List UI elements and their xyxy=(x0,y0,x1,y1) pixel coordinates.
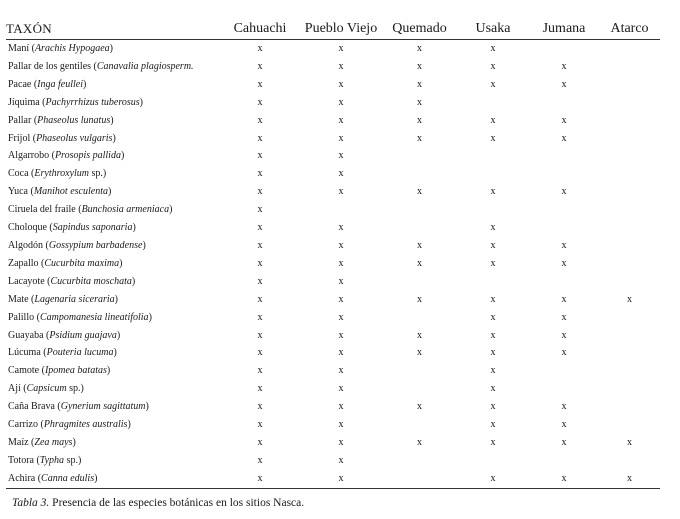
presence-cell: x xyxy=(490,383,496,395)
table-row xyxy=(6,380,660,398)
presence-cell: x xyxy=(257,150,263,162)
common-name: Camote ( xyxy=(8,365,45,377)
presence-cell: x xyxy=(561,401,567,413)
presence-cell: x xyxy=(257,401,263,413)
presence-cell xyxy=(599,112,660,130)
presence-cell: x xyxy=(338,401,344,413)
presence-cell xyxy=(599,183,660,201)
common-name: Carrizo ( xyxy=(8,419,44,431)
presence-cell: x xyxy=(561,186,567,198)
presence-cell: x xyxy=(338,222,344,234)
scientific-name: Phaseolus vulgaris xyxy=(36,132,113,144)
presence-cell: x xyxy=(627,472,632,484)
presence-cell xyxy=(599,201,660,219)
presence-cell xyxy=(382,309,457,327)
scientific-name: Zea mays xyxy=(34,436,73,448)
presence-cell: x xyxy=(561,78,567,90)
scientific-name: Phragmites australis xyxy=(43,419,128,431)
presence-cell: x xyxy=(257,419,263,431)
presence-cell: x xyxy=(490,239,496,251)
presence-cell: x xyxy=(257,132,263,144)
header-site-usaka: Usaka xyxy=(457,20,529,40)
common-name: Mate ( xyxy=(8,293,35,305)
presence-cell xyxy=(599,58,660,76)
scientific-name: Inga feullei xyxy=(37,78,83,90)
presence-cell: x xyxy=(561,472,567,484)
header-site-atarco: Atarco xyxy=(599,20,660,40)
presence-cell: x xyxy=(490,43,496,54)
presence-cell xyxy=(382,273,457,291)
common-name: Ají ( xyxy=(8,383,27,395)
table-row xyxy=(6,452,660,470)
common-name: Yuca ( xyxy=(8,186,34,198)
presence-cell xyxy=(382,147,457,165)
presence-cell xyxy=(457,94,529,112)
name-suffix: ) xyxy=(139,96,144,108)
presence-cell: x xyxy=(338,329,344,341)
taxon-cell xyxy=(6,165,220,183)
presence-cell: x xyxy=(417,293,422,305)
common-name: Frijol ( xyxy=(8,132,37,144)
taxon-cell xyxy=(6,452,220,470)
name-suffix: sp.) xyxy=(64,454,82,466)
presence-cell xyxy=(457,452,529,470)
presence-cell: x xyxy=(338,454,344,466)
presence-cell: x xyxy=(257,186,263,198)
presence-cell xyxy=(382,165,457,183)
presence-cell: x xyxy=(490,472,496,484)
scientific-name: Pachyrrhizus tuberosus xyxy=(45,96,140,108)
presence-cell: x xyxy=(561,60,567,72)
presence-cell xyxy=(382,416,457,434)
presence-cell: x xyxy=(338,186,344,198)
taxon-cell xyxy=(6,58,220,76)
presence-cell: x xyxy=(338,239,344,251)
presence-cell xyxy=(599,416,660,434)
presence-cell xyxy=(599,309,660,327)
scientific-name: Arachis Hypogaea xyxy=(34,43,110,54)
presence-cell: x xyxy=(490,347,496,359)
table-row xyxy=(6,416,660,434)
table-row xyxy=(6,183,660,201)
presence-cell: x xyxy=(561,311,567,323)
scientific-name: Campomanesia lineatifolia xyxy=(39,311,149,323)
presence-cell: x xyxy=(257,275,263,287)
presence-cell xyxy=(382,470,457,488)
presence-cell: x xyxy=(257,114,263,126)
table-header xyxy=(6,20,660,40)
presence-cell: x xyxy=(338,275,344,287)
presence-cell: x xyxy=(561,257,567,269)
presence-cell: x xyxy=(561,347,567,359)
common-name: Algodón ( xyxy=(8,239,49,251)
name-suffix: sp.) xyxy=(89,168,107,180)
presence-cell: x xyxy=(338,114,344,126)
presence-cell: x xyxy=(490,436,496,448)
presence-cell xyxy=(599,147,660,165)
presence-cell: x xyxy=(338,96,344,108)
taxon-cell xyxy=(6,76,220,94)
taxon-cell xyxy=(6,237,220,255)
taxon-cell xyxy=(6,398,220,416)
name-suffix: ) xyxy=(148,311,152,323)
presence-cell: x xyxy=(490,311,496,323)
name-suffix: ) xyxy=(107,186,112,198)
presence-cell: x xyxy=(257,257,263,269)
presence-cell xyxy=(382,219,457,237)
presence-cell: x xyxy=(257,383,263,395)
presence-cell: x xyxy=(338,168,344,180)
scientific-name: Psidium guajava xyxy=(49,329,117,341)
presence-cell xyxy=(300,201,382,219)
table-row xyxy=(6,130,660,148)
table-row xyxy=(6,165,660,183)
presence-cell: x xyxy=(257,329,263,341)
name-suffix: ) xyxy=(131,275,136,287)
taxon-cell xyxy=(6,291,220,309)
presence-cell: x xyxy=(338,365,344,377)
taxon-cell xyxy=(6,344,220,362)
presence-cell: x xyxy=(338,293,344,305)
table-row xyxy=(6,255,660,273)
table-row xyxy=(6,398,660,416)
presence-cell: x xyxy=(338,43,344,54)
presence-cell xyxy=(529,273,599,291)
presence-cell: x xyxy=(338,419,344,431)
table-body xyxy=(6,40,660,489)
common-name: Totora ( xyxy=(8,454,40,466)
presence-cell: x xyxy=(417,329,422,341)
presence-cell: x xyxy=(561,114,567,126)
taxon-cell xyxy=(6,470,220,488)
common-name: Maní ( xyxy=(8,43,35,54)
presence-cell: x xyxy=(257,222,263,234)
scientific-name: Sapindus saponaria xyxy=(52,222,133,234)
presence-cell xyxy=(529,380,599,398)
scientific-name: Cucurbita maxima xyxy=(44,257,120,269)
presence-cell: x xyxy=(490,60,496,72)
taxon-cell xyxy=(6,380,220,398)
presence-cell xyxy=(599,40,660,58)
common-name: Lacayote ( xyxy=(8,275,51,287)
presence-cell: x xyxy=(257,78,263,90)
scientific-name: Canavalia plagiosperm. xyxy=(96,60,194,72)
common-name: Choloque ( xyxy=(8,222,53,234)
scientific-name: Pouteria lucuma xyxy=(46,347,114,359)
presence-cell xyxy=(457,273,529,291)
header-row xyxy=(6,20,660,40)
presence-cell: x xyxy=(561,329,567,341)
common-name: Pallar ( xyxy=(8,114,38,126)
table-row xyxy=(6,309,660,327)
presence-cell: x xyxy=(338,132,344,144)
scientific-name: Ipomea batatas xyxy=(44,365,107,377)
presence-cell: x xyxy=(257,168,263,180)
common-name: Guayaba ( xyxy=(8,329,50,341)
common-name: Achira ( xyxy=(8,472,42,484)
taxon-cell xyxy=(6,434,220,452)
presence-cell: x xyxy=(257,204,263,216)
taxon-cell xyxy=(6,40,220,58)
header-site-cahuachi: Cahuachi xyxy=(220,20,300,40)
presence-cell: x xyxy=(257,293,263,305)
presence-cell: x xyxy=(257,454,263,466)
presence-cell xyxy=(599,94,660,112)
scientific-name: Prosopis pallida xyxy=(54,150,121,162)
presence-cell: x xyxy=(490,365,496,377)
common-name: Algarrobo ( xyxy=(8,150,55,162)
presence-cell: x xyxy=(417,132,422,144)
presence-cell: x xyxy=(257,96,263,108)
common-name: Coca ( xyxy=(8,168,35,180)
presence-cell: x xyxy=(490,257,496,269)
presence-cell xyxy=(529,452,599,470)
name-suffix: ) xyxy=(110,114,114,126)
presence-cell: x xyxy=(490,419,496,431)
name-suffix: ) xyxy=(72,436,76,448)
presence-cell: x xyxy=(257,436,263,448)
presence-cell xyxy=(382,452,457,470)
taxon-cell xyxy=(6,201,220,219)
presence-cell xyxy=(599,380,660,398)
presence-cell xyxy=(599,327,660,345)
table-row xyxy=(6,291,660,309)
presence-cell: x xyxy=(338,347,344,359)
presence-cell: x xyxy=(257,60,263,72)
scientific-name: Canna edulis xyxy=(41,472,95,484)
table-row xyxy=(6,201,660,219)
presence-cell: x xyxy=(561,293,567,305)
common-name: Zapallo ( xyxy=(8,257,45,269)
name-suffix: ) xyxy=(127,419,131,431)
presence-cell: x xyxy=(417,43,422,54)
scientific-name: Phaseolus lunatus xyxy=(37,114,111,126)
presence-cell: x xyxy=(257,365,263,377)
presence-cell: x xyxy=(338,78,344,90)
scientific-name: Gossypium barbadense xyxy=(48,239,143,251)
common-name: Pallar de los gentiles ( xyxy=(8,60,97,72)
taxon-cell xyxy=(6,362,220,380)
presence-cell: x xyxy=(338,383,344,395)
presence-cell xyxy=(457,201,529,219)
presence-cell: x xyxy=(490,401,496,413)
presence-cell: x xyxy=(490,186,496,198)
presence-cell xyxy=(599,344,660,362)
presence-cell xyxy=(529,362,599,380)
table-row xyxy=(6,434,660,452)
presence-cell xyxy=(529,94,599,112)
name-suffix: ) xyxy=(132,222,136,234)
common-name: Palillo ( xyxy=(8,311,40,323)
presence-cell: x xyxy=(257,43,263,54)
presence-cell: x xyxy=(561,132,567,144)
presence-cell xyxy=(457,147,529,165)
presence-cell: x xyxy=(338,150,344,162)
table-row xyxy=(6,94,660,112)
presence-cell xyxy=(457,165,529,183)
name-suffix: ) xyxy=(114,293,119,305)
presence-cell xyxy=(599,273,660,291)
common-name: Maíz ( xyxy=(8,436,35,448)
table-row xyxy=(6,40,660,58)
presence-cell xyxy=(599,362,660,380)
table-row xyxy=(6,76,660,94)
scientific-name: Lagenaria siceraria xyxy=(34,293,115,305)
table-row xyxy=(6,327,660,345)
presence-cell xyxy=(599,219,660,237)
presence-cell: x xyxy=(257,347,263,359)
table-caption xyxy=(12,497,304,509)
name-suffix: ) xyxy=(142,239,146,251)
name-suffix: ) xyxy=(113,347,117,359)
common-name: Caña Brava ( xyxy=(8,401,61,413)
presence-cell xyxy=(529,147,599,165)
scientific-name: Gynerium sagittatum xyxy=(60,401,146,413)
name-suffix: sp.) xyxy=(66,383,84,395)
presence-cell: x xyxy=(338,472,344,484)
presence-cell: x xyxy=(417,186,422,198)
presence-cell xyxy=(599,165,660,183)
presence-cell: x xyxy=(417,257,422,269)
table-bottom-rule xyxy=(6,488,660,493)
presence-cell xyxy=(529,201,599,219)
presence-cell: x xyxy=(417,78,422,90)
presence-cell: x xyxy=(417,96,422,108)
presence-cell: x xyxy=(417,347,422,359)
header-site-pueblo-viejo: Pueblo Viejo xyxy=(300,20,382,40)
presence-cell: x xyxy=(338,257,344,269)
taxon-cell xyxy=(6,273,220,291)
presence-cell: x xyxy=(417,401,422,413)
presence-cell: x xyxy=(257,311,263,323)
table-row xyxy=(6,112,660,130)
header-taxon: TAXÓN xyxy=(6,20,220,40)
presence-cell: x xyxy=(417,60,422,72)
table-row xyxy=(6,344,660,362)
scientific-name: Typha xyxy=(39,454,65,466)
name-suffix: ) xyxy=(94,472,98,484)
presence-cell: x xyxy=(627,293,632,305)
table-row xyxy=(6,58,660,76)
name-suffix: ) xyxy=(116,329,121,341)
table-row xyxy=(6,362,660,380)
common-name: Ciruela del fraile ( xyxy=(8,204,82,216)
name-suffix: ) xyxy=(169,204,173,216)
name-suffix: ) xyxy=(106,365,111,377)
name-suffix: ) xyxy=(119,257,123,269)
presence-cell: x xyxy=(561,419,567,431)
common-name: Pacae ( xyxy=(8,78,38,90)
presence-cell xyxy=(529,40,599,58)
presence-cell: x xyxy=(338,60,344,72)
scientific-name: Manihot esculenta xyxy=(33,186,108,198)
common-name: Lúcuma ( xyxy=(8,347,47,359)
taxon-cell xyxy=(6,130,220,148)
presence-cell: x xyxy=(338,311,344,323)
table-row xyxy=(6,219,660,237)
presence-cell: x xyxy=(490,293,496,305)
taxon-cell xyxy=(6,183,220,201)
caption-text: Presencia de las especies botánicas en los sitios Nasca. xyxy=(49,497,305,509)
presence-cell: x xyxy=(417,436,422,448)
presence-cell: x xyxy=(490,78,496,90)
common-name: Jíquima ( xyxy=(8,96,46,108)
presence-cell: x xyxy=(257,472,263,484)
presence-cell: x xyxy=(257,239,263,251)
presence-cell: x xyxy=(338,436,344,448)
presence-cell xyxy=(599,237,660,255)
presence-cell: x xyxy=(627,436,632,448)
presence-cell xyxy=(382,201,457,219)
table-row xyxy=(6,273,660,291)
table-row xyxy=(6,147,660,165)
scientific-name: Bunchosia armeniaca xyxy=(81,204,170,216)
table-row xyxy=(6,237,660,255)
taxon-cell xyxy=(6,309,220,327)
taxon-cell xyxy=(6,147,220,165)
taxon-cell xyxy=(6,327,220,345)
presence-cell xyxy=(599,130,660,148)
name-suffix: ) xyxy=(109,43,114,54)
botanical-species-table xyxy=(6,20,660,493)
taxon-cell xyxy=(6,219,220,237)
caption-label: Tabla 3. xyxy=(12,497,50,509)
scientific-name: Capsicum xyxy=(26,383,67,395)
presence-cell xyxy=(529,219,599,237)
presence-cell xyxy=(599,255,660,273)
header-site-quemado: Quemado xyxy=(382,20,457,40)
scientific-name: Erythroxylum xyxy=(34,168,90,180)
presence-cell xyxy=(599,398,660,416)
taxon-cell xyxy=(6,255,220,273)
presence-cell xyxy=(382,380,457,398)
name-suffix: ) xyxy=(112,132,116,144)
presence-cell: x xyxy=(417,239,422,251)
presence-cell xyxy=(382,362,457,380)
header-site-jumana: Jumana xyxy=(529,20,599,40)
table-footer xyxy=(6,488,660,493)
presence-cell: x xyxy=(490,114,496,126)
name-suffix: ) xyxy=(145,401,149,413)
taxon-cell xyxy=(6,94,220,112)
presence-cell: x xyxy=(561,436,567,448)
name-suffix: ) xyxy=(82,78,87,90)
taxon-cell xyxy=(6,416,220,434)
presence-cell: x xyxy=(561,239,567,251)
presence-cell: x xyxy=(490,222,496,234)
taxon-cell xyxy=(6,112,220,130)
presence-cell: x xyxy=(490,329,496,341)
presence-cell: x xyxy=(417,114,422,126)
table-row xyxy=(6,470,660,488)
presence-cell xyxy=(599,452,660,470)
presence-cell: x xyxy=(490,132,496,144)
presence-cell xyxy=(599,76,660,94)
scientific-name: Cucurbita moschata xyxy=(50,275,132,287)
name-suffix: ) xyxy=(120,150,125,162)
presence-cell xyxy=(529,165,599,183)
